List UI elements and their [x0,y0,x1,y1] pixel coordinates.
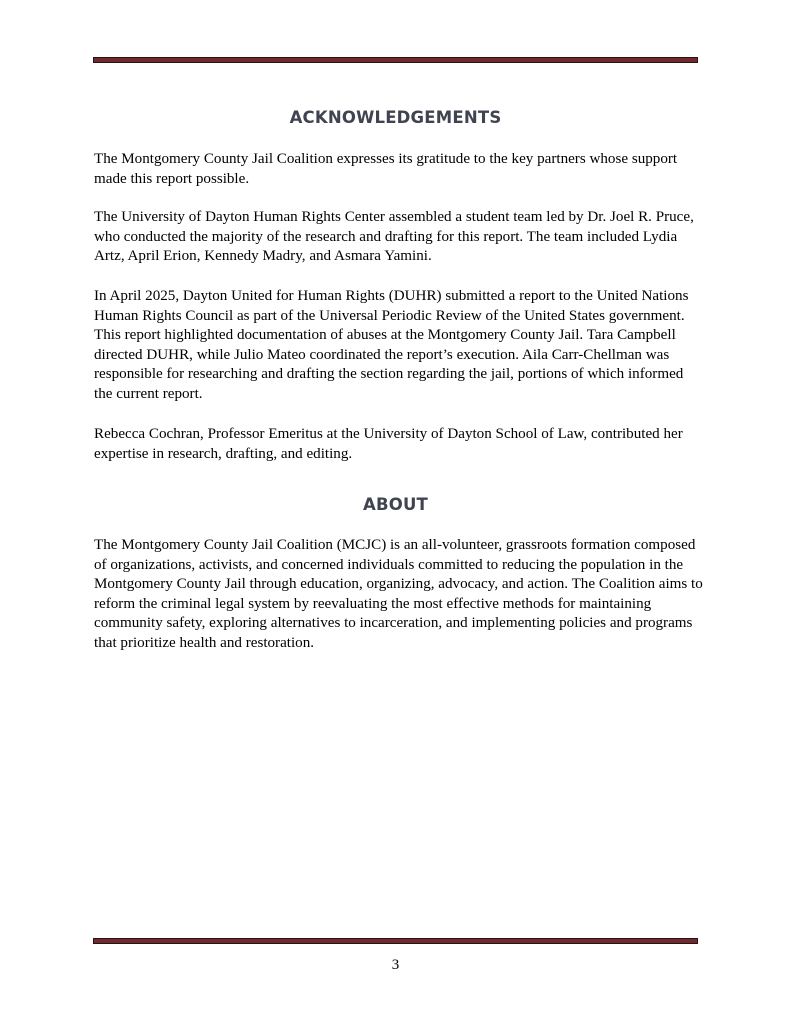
header-rule [93,57,698,63]
acknowledgements-paragraph-university-team: The University of Dayton Human Rights Center assembled a student team led by Dr. Joel R. Pruce, who conducted the majority of the research and drafting for this report. The team included Lydia Artz, April Erion, Kennedy Madry, and Asmara Yamini. [94,209,694,265]
acknowledgements-paragraph-cochran: Rebecca Cochran, Professor Emeritus at the University of Dayton School of Law, contributed her expertise in research, drafting, and editing. [94,426,683,462]
about-paragraph: The Montgomery County Jail Coalition (MCJC) is an all-volunteer, grassroots formation composed of organizations, activists, and concerned individuals committed to reducing the population in the Montgomery County Jail through education, organizing, advocacy, and action. The Coalition aims to reform the criminal legal system by reevaluating the most effective methods for maintaining community safety, exploring alternatives to incarceration, and implementing policies and programs that prioritize health and restoration. [94,537,703,651]
footer-rule [93,938,698,944]
page-number: 3 [391,957,400,973]
acknowledgements-paragraph-gratitude: The Montgomery County Jail Coalition expresses its gratitude to the key partners whose support made this report possible. [94,151,678,187]
about-heading: ABOUT [362,495,429,514]
acknowledgements-paragraph-duhr-report: In April 2025, Dayton United for Human Rights (DUHR) submitted a report to the United Nations Human Rights Council as part of the Universal Periodic Review of the United States government. This report highlighted documentation of abuses at the Montgomery County Jail. Tara Campbell directed DUHR, while Julio Mateo coordinated the report’s execution. Aila Carr-Chellman was responsible for researching and drafting the section regarding the jail, portions of which informed the current report. [94,288,689,402]
acknowledgements-heading: ACKNOWLEDGEMENTS [289,108,502,127]
